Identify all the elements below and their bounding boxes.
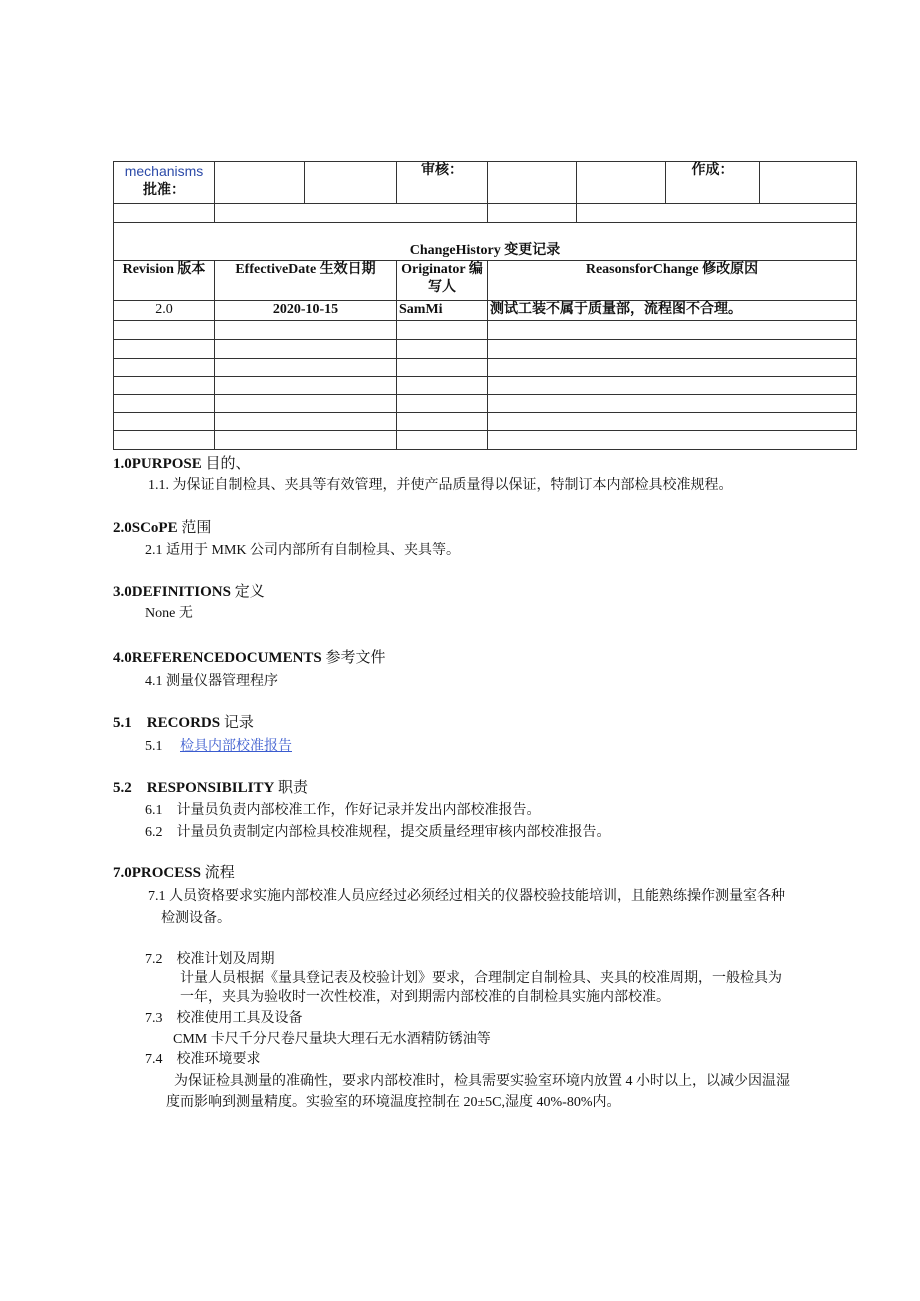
section-title-cn: 记录 — [223, 715, 254, 731]
table-row — [114, 359, 857, 377]
review-sign-cell[interactable] — [577, 162, 666, 204]
approve-cell — [114, 162, 215, 204]
table-row — [114, 377, 857, 395]
section-definitions-heading — [113, 582, 265, 602]
process-7-4-line-2: 度而影响到测量精度。实验室的环境温度控制在 20±5C,湿度 40%-80%内。 — [166, 1095, 621, 1110]
section-title-cn: 范围 — [181, 520, 212, 536]
section-purpose-heading — [113, 454, 251, 474]
col-originator-header: Originator 编写人 — [397, 261, 488, 301]
section-scope-heading — [113, 518, 211, 538]
table-row — [114, 340, 857, 359]
section-number: 7.0PROCESS — [113, 865, 201, 881]
col-effective-date-header: EffectiveDate 生效日期 — [215, 261, 397, 301]
table-row — [114, 301, 857, 321]
definitions-text: None 无 — [145, 606, 193, 621]
section-title-cn: 参考文件 — [325, 650, 386, 666]
section-number: 5.2 RESPONSIBILITY — [113, 780, 275, 796]
header-table — [113, 161, 857, 450]
approve-sign-cell[interactable] — [305, 162, 397, 204]
col-reason-header: ReasonsforChange 修改原因 — [488, 261, 857, 301]
effective-date-cell: 2020-10-15 — [215, 301, 397, 321]
approve-value-cell[interactable] — [215, 162, 305, 204]
process-7-1-line-1: 7.1 人员资格要求实施内部校准人员应经过必须经过相关的仪器校验技能培训，且能熟练操作测量室各种 — [148, 889, 785, 904]
table-row — [114, 431, 857, 450]
change-history-header-row — [114, 261, 857, 301]
process-7-1-line-2: 检测设备。 — [161, 911, 231, 926]
responsibility-item-1: 6.1 计量员负责内部校准工作，作好记录并发出内部校准报告。 — [145, 803, 541, 818]
prepare-label: 作成： — [666, 162, 760, 204]
review-value-cell[interactable] — [488, 162, 577, 204]
reason-cell: 测试工装不属于质量部，流程图不合理。 — [488, 301, 857, 321]
table-row — [114, 321, 857, 340]
section-title-cn: 流程 — [204, 865, 235, 881]
purpose-text: 1.1. 为保证自制检具、夹具等有效管理，并使产品质量得以保证，特制订本内部检具校准规程。 — [148, 478, 733, 493]
spacer-row — [114, 204, 857, 223]
internal-calibration-report-link[interactable]: 检具内部校准报告 — [180, 739, 292, 754]
section-title-cn: 定义 — [234, 584, 265, 600]
prepare-value-cell[interactable] — [760, 162, 857, 204]
col-revision-header: Revision 版本 — [114, 261, 215, 301]
process-7-4-title: 7.4 校准环境要求 — [145, 1052, 261, 1067]
revision-cell: 2.0 — [114, 301, 215, 321]
review-label: 审核： — [397, 162, 488, 204]
section-title-cn: 目的、 — [205, 456, 251, 472]
section-number: 2.0SCoPE — [113, 520, 178, 536]
process-7-2-title: 7.2 校准计划及周期 — [145, 952, 275, 967]
section-records-heading — [113, 713, 254, 733]
scope-text: 2.1 适用于 MMK 公司内部所有自制检具、夹具等。 — [145, 543, 461, 558]
references-text: 4.1 测量仪器管理程序 — [145, 674, 278, 689]
section-responsibility-heading — [113, 778, 308, 798]
process-7-2-line-2: 一年，夹具为验收时一次性校准，对到期需内部校准的自制检具实施内部校准。 — [180, 990, 670, 1005]
table-row — [114, 395, 857, 413]
originator-cell: SamMi — [397, 301, 488, 321]
section-process-heading — [113, 863, 235, 883]
change-history-title: ChangeHistory 变更记录 — [114, 223, 857, 261]
section-title-cn: 职责 — [278, 780, 309, 796]
responsibility-item-2: 6.2 计量员负责制定内部检具校准规程，提交质量经理审核内部校准报告。 — [145, 825, 611, 840]
process-7-3-title: 7.3 校准使用工具及设备 — [145, 1011, 303, 1026]
section-number: 1.0PURPOSE — [113, 456, 202, 472]
table-row — [114, 413, 857, 431]
approval-row — [114, 162, 857, 204]
section-number: 5.1 RECORDS — [113, 715, 221, 731]
approve-label: 批准： — [143, 183, 185, 198]
process-7-3-line-1: CMM 卡尺千分尺卷尺量块大理石无水酒精防锈油等 — [173, 1032, 491, 1047]
process-7-2-line-1: 计量人员根据《量具登记表及校验计划》要求，合理制定自制检具、夹具的校准周期，一般检具为 — [180, 971, 782, 986]
records-item — [145, 737, 292, 756]
section-number: 3.0DEFINITIONS — [113, 584, 231, 600]
mechanisms-text: mechanisms — [124, 163, 204, 179]
section-references-heading — [113, 648, 386, 668]
section-number: 4.0REFERENCEDOCUMENTS — [113, 650, 322, 666]
process-7-4-line-1: 为保证检具测量的准确性，要求内部校准时，检具需要实验室环境内放置 4 小时以上，以减少因温湿 — [174, 1074, 790, 1089]
change-history-title-row — [114, 223, 857, 261]
records-item-number: 5.1 — [145, 739, 163, 754]
